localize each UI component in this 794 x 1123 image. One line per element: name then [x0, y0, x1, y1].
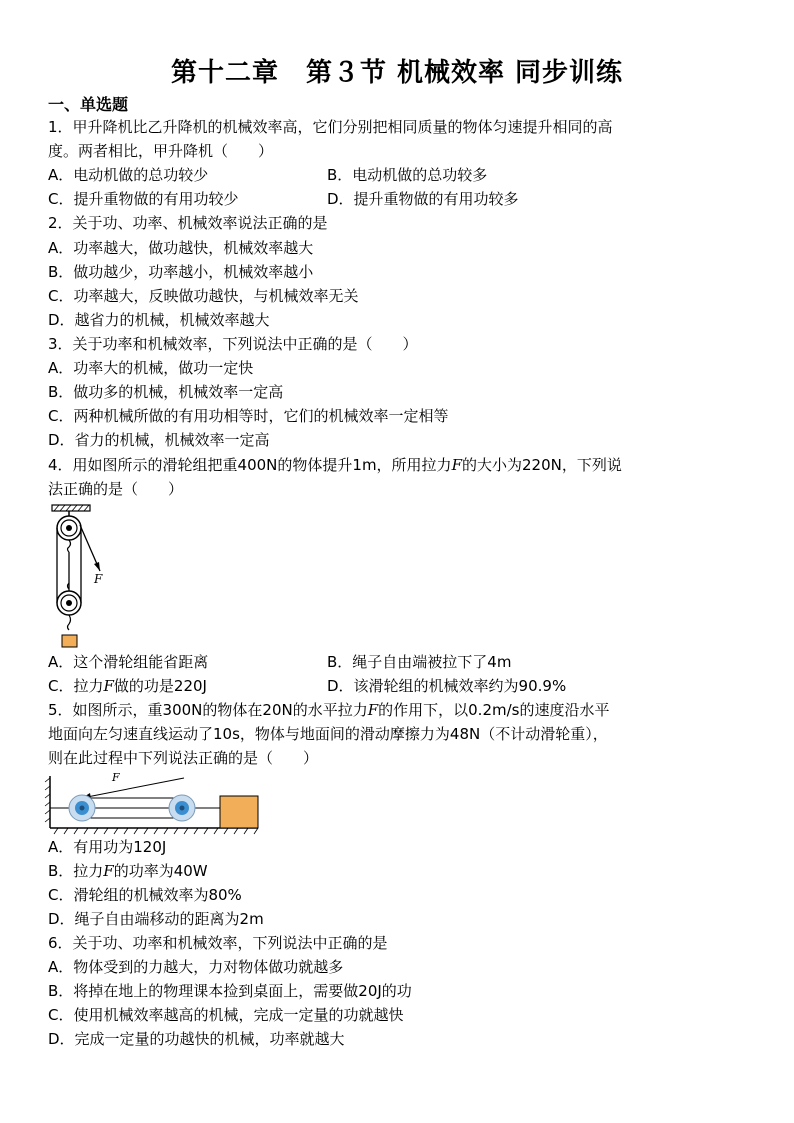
q5-option-b-text-a: B．拉力 — [48, 862, 104, 880]
q1-stem-line2: 度。两者相比，甲升降机（ ） — [48, 142, 274, 160]
q4-option-b: B．绳子自由端被拉下了4m — [327, 653, 512, 671]
q4-option-c — [48, 675, 207, 697]
q6-option-d: D．完成一定量的功越快的机械，功率就越大 — [48, 1030, 345, 1048]
q6-option-a: A．物体受到的力越大，力对物体做功就越多 — [48, 958, 344, 976]
q1-option-b: B．电动机做的总功较多 — [327, 166, 488, 184]
q4-option-d: D．该滑轮组的机械效率约为90.9% — [327, 677, 567, 695]
q4-stem-text-a: 4．用如图所示的滑轮组把重400N的物体提升1m，所用拉力 — [48, 456, 452, 474]
q4-option-a: A．这个滑轮组能省距离 — [48, 653, 209, 671]
q3-option-b: B．做功多的机械，机械效率一定高 — [48, 383, 284, 401]
q1-option-d: D．提升重物做的有用功较多 — [327, 190, 519, 208]
q5-stem-line1 — [48, 699, 609, 721]
right-pulley — [169, 795, 195, 821]
q4-stem-text-b: 的大小为220N，下列说 — [461, 456, 622, 474]
q4-option-c-text-b: 做的功是220J — [113, 677, 207, 695]
left-pulley — [69, 795, 95, 821]
force-label: F — [112, 771, 120, 784]
q4-stem-force-symbol: F — [451, 456, 462, 474]
force-arrow-head — [94, 562, 100, 571]
movable-pulley — [57, 591, 81, 615]
page-title: 第十二章 第３节 机械效率 同步训练 — [170, 58, 624, 88]
q2-option-b: B．做功越少，功率越小，机械效率越小 — [48, 263, 314, 281]
ground-hatch — [54, 828, 258, 834]
movable-pulley-hook — [68, 615, 71, 630]
section-heading: 一、单选题 — [48, 95, 129, 114]
q5-option-b-text-b: 的功率为40W — [113, 862, 208, 880]
q1-option-a: A．电动机做的总功较少 — [48, 166, 209, 184]
q1-option-c: C．提升重物做的有用功较少 — [48, 190, 239, 208]
q5-stem-line2: 地面向左匀速直线运动了10s，物体与地面间的滑动摩擦力为48N（不计动滑轮重）， — [48, 725, 608, 743]
q5-stem-force-symbol: F — [367, 701, 379, 719]
object-block — [220, 796, 258, 828]
q4-stem-line1 — [48, 454, 622, 476]
q5-option-c: C．滑轮组的机械效率为80% — [48, 886, 242, 904]
q2-stem: 2．关于功、功率、机械效率说法正确的是 — [48, 214, 328, 232]
q5-stem-text-a: 5．如图所示，重300N的物体在20N的水平拉力 — [48, 701, 368, 719]
fixed-pulley-hook — [68, 540, 71, 552]
q5-option-b — [48, 860, 208, 882]
q1-stem-line1: 1．甲升降机比乙升降机的机械效率高，它们分别把相同质量的物体匀速提升相同的高 — [48, 118, 613, 136]
q2-option-d: D．越省力的机械，机械效率越大 — [48, 311, 270, 329]
q5-option-a: A．有用功为120J — [48, 838, 167, 856]
q2-option-a: A．功率越大，做功越快，机械效率越大 — [48, 239, 314, 257]
q5-option-b-force-symbol: F — [103, 862, 114, 880]
force-label: F — [94, 572, 103, 586]
horizontal-pulley-figure — [44, 770, 266, 836]
q4-option-c-text-a: C．拉力 — [48, 677, 104, 695]
q3-option-d: D．省力的机械，机械效率一定高 — [48, 431, 270, 449]
q4-option-c-force-symbol: F — [103, 677, 114, 695]
q4-stem-line2: 法正确的是（ ） — [48, 480, 184, 498]
q6-stem: 6．关于功、功率和机械效率，下列说法中正确的是 — [48, 934, 388, 952]
q3-option-a: A．功率大的机械，做功一定快 — [48, 359, 254, 377]
q5-stem-line3: 则在此过程中下列说法正确的是（ ） — [48, 749, 319, 767]
pulley-system-figure — [48, 503, 118, 649]
q5-stem-text-b: 的作用下，以0.2m/s的速度沿水平 — [378, 701, 610, 719]
q3-stem: 3．关于功率和机械效率，下列说法中正确的是（ ） — [48, 335, 418, 353]
load-block — [62, 635, 77, 647]
q5-option-d: D．绳子自由端移动的距离为2m — [48, 910, 264, 928]
q3-option-c: C．两种机械所做的有用功相等时，它们的机械效率一定相等 — [48, 407, 449, 425]
q2-option-c: C．功率越大，反映做功越快，与机械效率无关 — [48, 287, 359, 305]
q6-option-b: B．将掉在地上的物理课本捡到桌面上，需要做20J的功 — [48, 982, 412, 1000]
fixed-pulley — [57, 516, 81, 540]
q6-option-c: C．使用机械效率越高的机械，完成一定量的功就越快 — [48, 1006, 404, 1024]
